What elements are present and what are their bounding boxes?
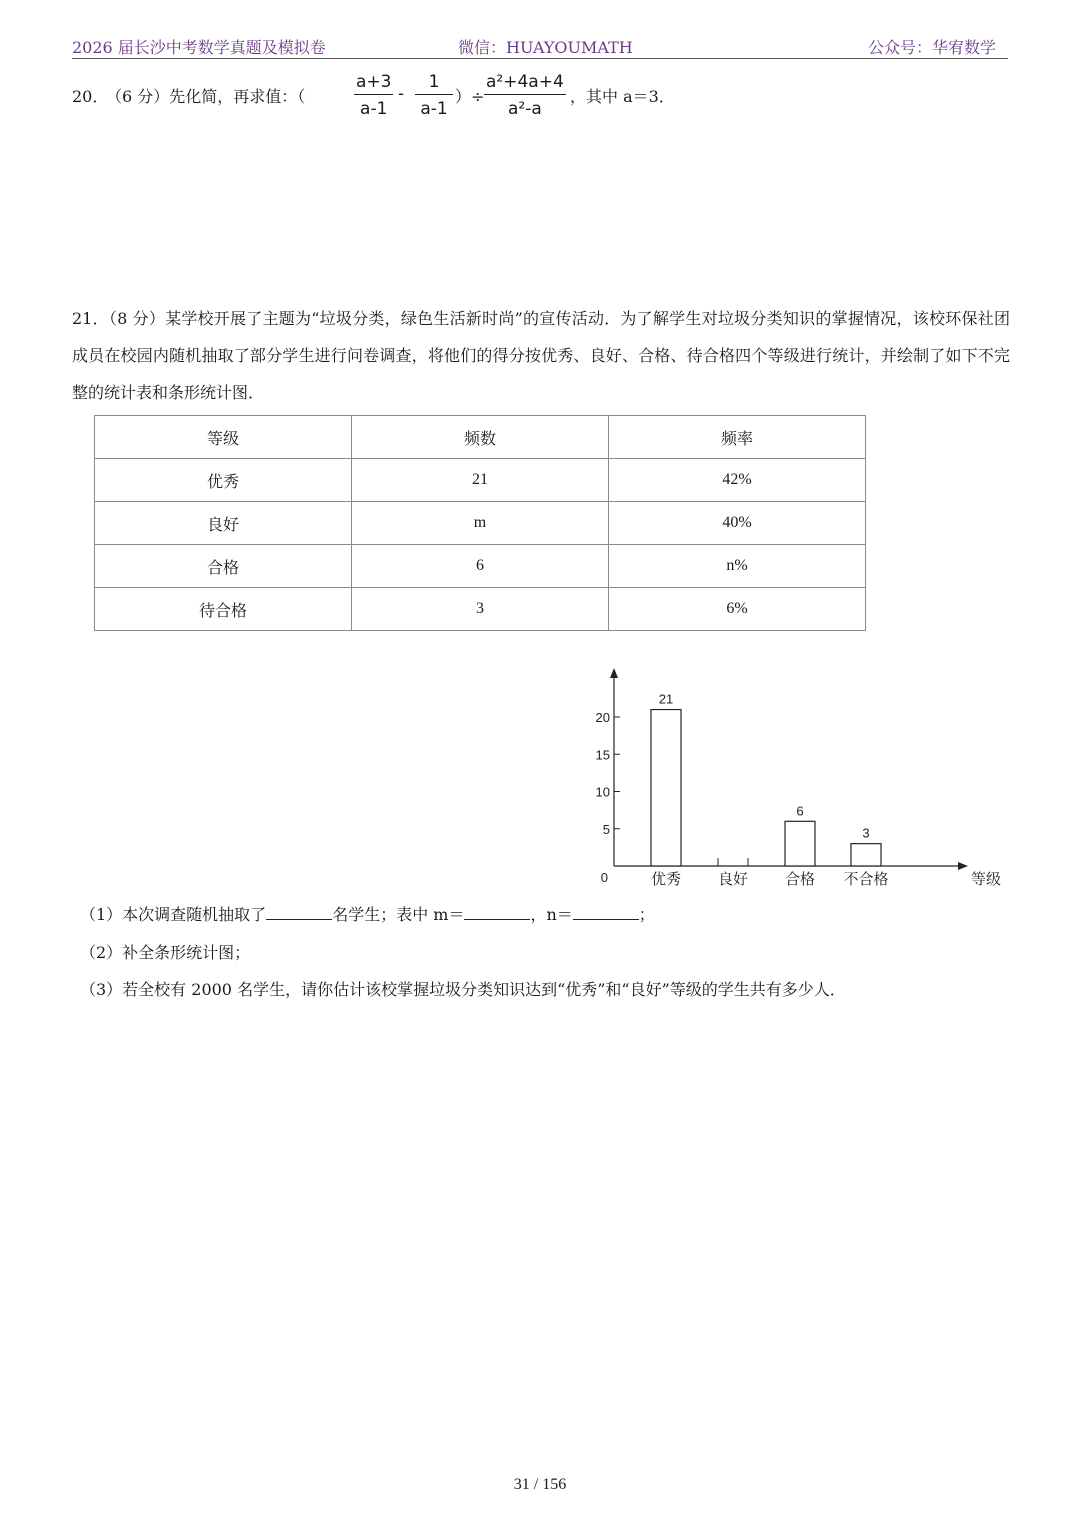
sq1-text-c: ，n＝ xyxy=(530,905,573,924)
category-label: 合格 xyxy=(784,871,816,888)
fraction-2-denominator: a-1 xyxy=(420,99,448,119)
table-cell: 42% xyxy=(609,459,866,502)
table-row xyxy=(95,588,866,631)
subquestion-3: （3）若全校有 2000 名学生，请你估计该校掌握垃圾分类知识达到“优秀”和“良好”等级的学生共有多少人． xyxy=(80,980,846,999)
table-header-row xyxy=(95,416,866,459)
page-number: 31 / 156 xyxy=(513,1476,567,1493)
subquestion-2: （2）补全条形统计图； xyxy=(80,943,251,962)
y-axis-arrow xyxy=(610,668,618,678)
fraction-2-numerator: 1 xyxy=(415,72,453,95)
table-row xyxy=(95,459,866,502)
close-paren-divide: ）÷ xyxy=(455,87,485,106)
page-header xyxy=(72,30,1008,59)
y-tick-label: 10 xyxy=(595,784,610,800)
question-21-text: 21．（8 分）某学校开展了主题为“垃圾分类，绿色生活新时尚”的宣传活动．为了解学生对垃圾分类知识的掌握情况，该校环保社团成员在校园内随机抽取了部分学生进行问卷调查，将他们的得分按优秀、良好、合格、待合格四个等级进行统计，并绘制了如下不完整的统计表和条形统计图． xyxy=(72,309,1010,402)
table-cell: 40% xyxy=(609,502,866,545)
table-row xyxy=(95,502,866,545)
table-cell: 6 xyxy=(352,545,609,588)
table-row xyxy=(95,545,866,588)
table-cell: 合格 xyxy=(95,545,352,588)
fraction-1 xyxy=(354,72,393,119)
statistics-table xyxy=(94,415,866,631)
table-header-cell: 频率 xyxy=(609,416,866,459)
sq1-text-b: 名学生；表中 m＝ xyxy=(332,905,465,924)
fraction-3 xyxy=(484,72,566,119)
bar-4 xyxy=(851,844,881,866)
table-cell: 21 xyxy=(352,459,609,502)
table-cell: n% xyxy=(609,545,866,588)
sq1-text-a: （1）本次调查随机抽取了 xyxy=(80,905,267,924)
fraction-3-numerator: a²+4a+4 xyxy=(484,72,566,95)
y-tick-label: 15 xyxy=(595,747,610,763)
x-axis-label: 等级 xyxy=(970,871,1002,888)
header-wechat: 微信：HUAYOUMATH xyxy=(458,38,633,57)
bar-1 xyxy=(651,710,681,866)
table-cell: 优秀 xyxy=(95,459,352,502)
bar-3 xyxy=(785,821,815,866)
table-cell: 良好 xyxy=(95,502,352,545)
sq1-text-d: ； xyxy=(638,905,655,924)
bar-chart xyxy=(580,660,1010,895)
data-label: 3 xyxy=(862,825,870,841)
data-label: 6 xyxy=(796,803,804,819)
subquestion-1 xyxy=(80,902,655,925)
q20-prefix: （6 分）先化简，再求值：（ xyxy=(106,87,306,106)
table-header-cell: 频数 xyxy=(352,416,609,459)
answer-blank xyxy=(266,905,332,920)
table-header-cell: 等级 xyxy=(95,416,352,459)
category-label: 良好 xyxy=(717,871,749,888)
fraction-1-numerator: a+3 xyxy=(354,72,393,95)
fraction-3-denominator: a²-a xyxy=(507,99,542,119)
fraction-1-denominator: a-1 xyxy=(360,99,388,119)
header-account: 公众号：华宥数学 xyxy=(867,38,996,57)
y-tick-label: 5 xyxy=(602,821,610,837)
answer-blank xyxy=(573,905,639,920)
answer-blank xyxy=(464,905,530,920)
category-label: 不合格 xyxy=(843,871,889,888)
data-label: 21 xyxy=(658,691,674,707)
table-cell: m xyxy=(352,502,609,545)
header-title: 2026 届长沙中考数学真题及模拟卷 xyxy=(72,38,326,57)
category-label: 优秀 xyxy=(650,871,682,888)
table-cell: 6% xyxy=(609,588,866,631)
x-axis-arrow xyxy=(958,862,968,870)
fraction-2 xyxy=(415,72,453,119)
minus-sign: - xyxy=(398,84,405,104)
table-cell: 待合格 xyxy=(95,588,352,631)
y-tick-label: 20 xyxy=(595,710,610,725)
origin-label: 0 xyxy=(600,870,608,885)
q20-suffix: ，其中 a＝3． xyxy=(570,87,675,106)
q20-number: 20． xyxy=(72,87,109,106)
table-cell: 3 xyxy=(352,588,609,631)
